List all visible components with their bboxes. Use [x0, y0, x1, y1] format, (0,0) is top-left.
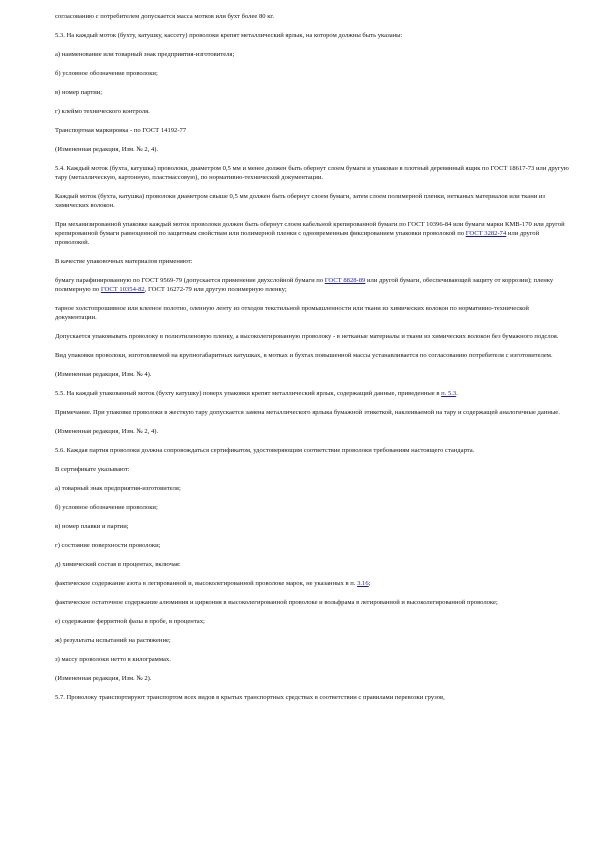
- paragraph: [55, 503, 570, 512]
- paragraph-text: фактическое содержание азота в легированной и, высоколегированной проволоке марок, не указанных в п.: [55, 580, 358, 587]
- paragraph: [55, 560, 570, 569]
- paragraph: [55, 484, 570, 493]
- paragraph-text: 5.3. На каждый моток (бухту, катушку, кассету) проволоки крепят металлический ярлык, на котором должны быть указаны:: [55, 32, 403, 39]
- paragraph-text: (Измененная редакция, Изм. № 2, 4).: [55, 146, 159, 153]
- paragraph: [55, 107, 570, 116]
- paragraph: [55, 636, 570, 645]
- paragraph-text: а) наименование или товарный знак предприятия-изготовителя;: [55, 51, 235, 58]
- reference-link[interactable]: п. 5.3: [441, 390, 457, 397]
- paragraph: [55, 12, 570, 21]
- paragraph: [55, 351, 570, 360]
- paragraph: [55, 408, 570, 417]
- paragraph: [55, 598, 570, 607]
- paragraph-text: В сертификате указывают:: [55, 466, 130, 473]
- paragraph-text: 5.4. Каждый моток (бухта, катушка) проволоки, диаметром 0,5 мм и менее должен быть обернут слоем бумаги и упакован в плотный деревянный ящик по ГОСТ 18617-73 или другую тару (металлическую, картонную, пластмассовую), по нормативно-технической документации.: [55, 165, 569, 181]
- paragraph-text: (Измененная редакция, Изм. № 4).: [55, 371, 152, 378]
- paragraph-text: Вид упаковки проволоки, изготовляемой на крупногабаритных катушках, в мотках и бухтах повышенной массы устанавливается по согласованию потребителя с изготовителем.: [55, 352, 553, 359]
- paragraph-text: 5.6. Каждая партия проволоки должна сопровождаться сертификатом, удостоверяющим соответствие проволоки требованиям настоящего стандарта.: [55, 447, 475, 454]
- paragraph-text: з) массу проволоки нетто в килограммах.: [55, 656, 171, 663]
- paragraph-text: б) условное обозначение проволоки;: [55, 504, 158, 511]
- paragraph: [55, 257, 570, 266]
- paragraph-text: или другой бумаги, обеспечивающей защиту от коррозии); пленку полимерную по: [55, 277, 554, 293]
- paragraph-text: Допускается упаковывать проволоку в полиэтиленовую пленку, а высоколегированную проволоку - в нетканые материалы и ткани из химических волокон без бумажного подслоя.: [55, 333, 559, 340]
- paragraph: [55, 370, 570, 379]
- paragraph: [55, 674, 570, 683]
- paragraph: [55, 465, 570, 474]
- paragraph-text: г) клеймо технического контроля.: [55, 108, 150, 115]
- paragraph-text: а) товарный знак предприятия-изготовителя;: [55, 485, 181, 492]
- paragraph-text: (Измененная редакция, Изм. № 2, 4).: [55, 428, 159, 435]
- paragraph: [55, 69, 570, 78]
- paragraph-text: 5.5. На каждый упакованный моток (бухту катушку) поверх упаковки крепят металлический ярлык, содержащий данные, приведенные в: [55, 390, 442, 397]
- paragraph-text: д) химический состав в процентах, включая:: [55, 561, 181, 568]
- paragraph-text: г) состояние поверхности проволоки;: [55, 542, 161, 549]
- paragraph-text: При механизированной упаковке каждый моток проволоки должен быть обернут слоем кабельной крепированной бумаги по ГОСТ 10396-84 или бумаги марки КМВ-170 или другой крепированной бумаги равноценной по защитным свойствам или полимерной пленки с одновременным фиксированием упаковки проволокой по: [55, 221, 565, 237]
- paragraph-text: (Измененная редакция, Изм. № 2).: [55, 675, 152, 682]
- paragraph-text: фактическое остаточное содержание алюминия и циркония в высоколегированной проволоке и вольфрама в легированной и высоколегированной проволоке;: [55, 599, 498, 606]
- paragraph: [55, 579, 570, 588]
- paragraph-text: ;: [368, 580, 371, 587]
- paragraph: [55, 427, 570, 436]
- paragraph: [55, 88, 570, 97]
- paragraph: [55, 126, 570, 135]
- document-page: [55, 12, 570, 712]
- paragraph: [55, 50, 570, 59]
- paragraph-text: в) номер партии;: [55, 89, 103, 96]
- paragraph: [55, 220, 570, 247]
- paragraph-text: е) содержание ферритной фазы в пробе, в процентах;: [55, 618, 205, 625]
- reference-link[interactable]: ГОСТ 10354-82: [100, 286, 145, 293]
- paragraph-text: б) условное обозначение проволоки;: [55, 70, 158, 77]
- paragraph: [55, 192, 570, 210]
- paragraph-text: согласованию с потребителем допускается масса мотков или бухт более 80 кг.: [55, 13, 275, 20]
- paragraph-text: Примечание. При упаковке проволоки в жесткую тару допускается замена металлического ярлыка бумажной этикеткой, наклеиваемой на тару и содержащей аналогичные данные.: [55, 409, 560, 416]
- paragraph-text: тарное холстопрошивное или клееное полотно, оленную ленту из отходов текстильной промышленности или ткани из химических волокон по нормативно-технической документации.: [55, 305, 529, 321]
- paragraph: [55, 276, 570, 294]
- reference-link[interactable]: ГОСТ 8828-89: [324, 277, 366, 284]
- paragraph-text: в) номер плавки и партии;: [55, 523, 129, 530]
- paragraph: [55, 541, 570, 550]
- paragraph: [55, 655, 570, 664]
- paragraph-text: 5.7. Проволоку транспортируют транспортом всех видов в крытых транспортных средствах в соответствии с правилами перевозки грузов,: [55, 694, 445, 701]
- paragraph-text: ж) результаты испытаний на растяжение;: [55, 637, 171, 644]
- paragraph: [55, 617, 570, 626]
- paragraph-text: В качестве упаковочных материалов применяют:: [55, 258, 193, 265]
- paragraph-text: , ГОСТ 16272-79 или другую полимерную пленку;: [144, 286, 287, 293]
- paragraph: [55, 446, 570, 455]
- paragraph-text: Транспортная маркировка - по ГОСТ 14192-77: [55, 127, 187, 134]
- paragraph: [55, 332, 570, 341]
- paragraph: [55, 522, 570, 531]
- reference-link[interactable]: 3.16: [357, 580, 369, 587]
- paragraph-text: Каждый моток (бухта, катушка) проволоки диаметром свыше 0,5 мм должен быть обернут слоем бумаги, затем слоем полимерной пленки, нетканых материалов или ткани из химических волокон.: [55, 193, 546, 209]
- paragraph: [55, 693, 570, 702]
- paragraph: [55, 304, 570, 322]
- paragraph: [55, 145, 570, 154]
- paragraph-text: .: [456, 390, 458, 397]
- paragraph: [55, 31, 570, 40]
- paragraph-text: бумагу парафинированную по ГОСТ 9569-79 (допускается применение двухслойной бумаги по: [55, 277, 325, 284]
- paragraph: [55, 164, 570, 182]
- paragraph: [55, 389, 570, 398]
- reference-link[interactable]: ГОСТ 3282-74: [465, 230, 507, 237]
- paragraph-text: или другой проволокой.: [55, 230, 540, 246]
